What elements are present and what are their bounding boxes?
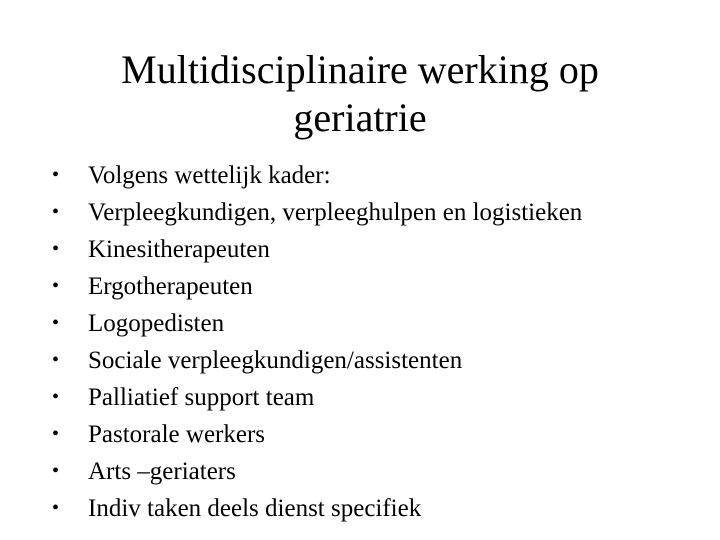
list-item-text: Arts –geriaters (88, 458, 236, 485)
list-item (52, 379, 692, 416)
slide-title (60, 46, 660, 142)
list-item (52, 157, 692, 194)
bullet-icon: • (52, 312, 60, 334)
slide-title-line-2: geriatrie (293, 95, 427, 140)
list-item (52, 305, 692, 342)
bullet-icon: • (52, 201, 60, 223)
list-item-text: Palliatief support team (88, 384, 315, 411)
list-item-text: Pastorale werkers (88, 421, 266, 448)
list-item-text: Kinesitherapeuten (88, 236, 270, 263)
list-item-text: Volgens wettelijk kader: (88, 162, 331, 189)
list-item (52, 231, 692, 268)
bullet-icon: • (52, 164, 60, 186)
bullet-icon: • (52, 386, 60, 408)
list-item (52, 194, 692, 231)
list-item (52, 268, 692, 305)
list-item (52, 490, 692, 527)
bullet-icon: • (52, 238, 60, 260)
list-item-text: Logopedisten (88, 310, 225, 337)
list-item-text: Ergotherapeuten (88, 273, 253, 300)
list-item (52, 342, 692, 379)
list-item (52, 453, 692, 490)
list-item (52, 416, 692, 453)
bullet-icon: • (52, 497, 60, 519)
list-item-text: Verpleegkundigen, verpleeghulpen en logistieken (88, 199, 583, 226)
bullet-icon: • (52, 460, 60, 482)
bullet-icon: • (52, 349, 60, 371)
list-item-text: Sociale verpleegkundigen/assistenten (88, 347, 463, 374)
slide-title-line-1: Multidisciplinaire werking op (121, 47, 599, 92)
bullet-icon: • (52, 423, 60, 445)
bullet-list (52, 157, 692, 527)
list-item-text: Indiv taken deels dienst specifiek (88, 495, 422, 522)
bullet-icon: • (52, 275, 60, 297)
